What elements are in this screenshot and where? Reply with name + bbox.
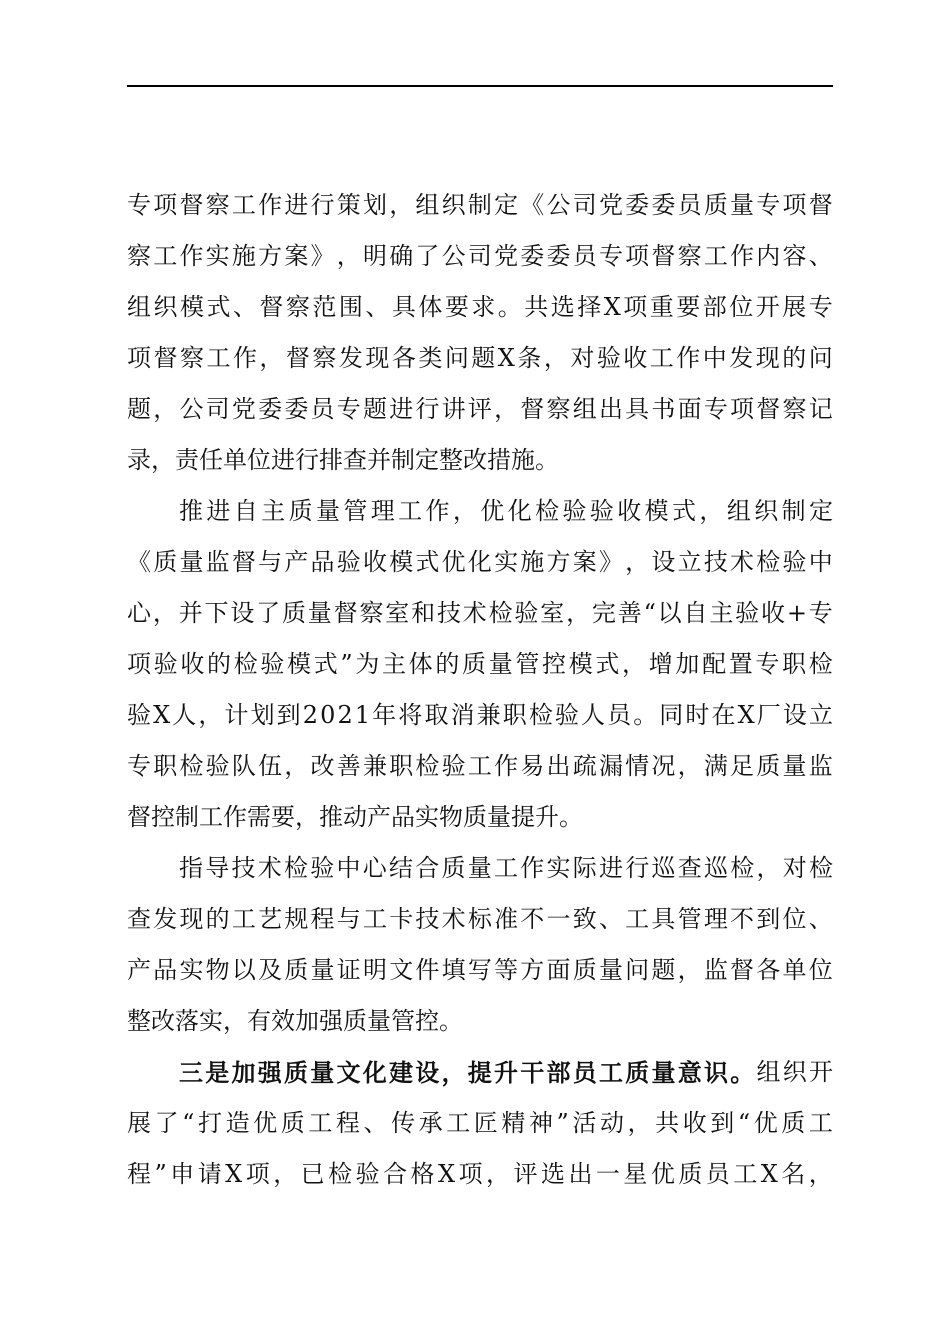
- text-line: 题 ， 公 司 党 委 委 员 专 题 进 行 讲 评 ， 督 察 组 出 具 书 面 专 项 督 察 记: [127, 395, 833, 423]
- text-line: 录，责任单位进行排查并制定整改措施。: [127, 446, 559, 474]
- text-line: 整改落实，有效加强质量管控。: [127, 1007, 463, 1035]
- text-line: 组 织 模 式 、 督 察 范 围 、 具 体 要 求 。 共 选 择 X 项 重 要 部 位 开 展 专: [127, 293, 833, 321]
- text-line: 项 验 收 的 检 验 模 式 ” 为 主 体 的 质 量 管 控 模 式 ， 增 加 配 置 专 职 检: [127, 650, 833, 678]
- text-line: 程 ” 申 请 X 项 ， 已 检 验 合 格 X 项 ， 评 选 出 一 星 优 质 员 工 X 名 ，: [127, 1160, 833, 1188]
- text-line: 产 品 实 物 以 及 质 量 证 明 文 件 填 写 等 方 面 质 量 问 题 ， 监 督 各 单 位: [127, 956, 833, 984]
- document-body: [127, 180, 833, 1200]
- text-line: 《 质 量 监 督 与 产 品 验 收 模 式 优 化 实 施 方 案 》 ， 设 立 技 术 检 验 中: [127, 548, 833, 576]
- text-line: 专 项 督 察 工 作 进 行 策 划 ， 组 织 制 定 《 公 司 党 委 委 员 质 量 专 项 督: [127, 191, 833, 219]
- text-line: 三 是 加 强 质 量 文 化 建 设 ， 提 升 干 部 员 工 质 量 意 识 。 组 织 开: [179, 1058, 833, 1087]
- text-line: 指 导 技 术 检 验 中 心 结 合 质 量 工 作 实 际 进 行 巡 查 巡 检 ， 对 检: [179, 854, 833, 882]
- header-rule: [127, 85, 833, 87]
- text-line: 项 督 察 工 作 ， 督 察 发 现 各 类 问 题 X 条 ， 对 验 收 工 作 中 发 现 的 问: [127, 344, 833, 372]
- text-line: 查 发 现 的 工 艺 规 程 与 工 卡 技 术 标 准 不 一 致 、 工 具 管 理 不 到 位 、: [127, 905, 833, 933]
- text-line: 督控制工作需要，推动产品实物质量提升。: [127, 803, 583, 831]
- text-line: 心 ， 并 下 设 了 质 量 督 察 室 和 技 术 检 验 室 ， 完 善 “ 以 自 主 验 收 + 专: [127, 599, 833, 627]
- text-line: 察 工 作 实 施 方 案 》 ， 明 确 了 公 司 党 委 委 员 专 项 督 察 工 作 内 容 、: [127, 242, 833, 270]
- text-line: 展 了 “ 打 造 优 质 工 程 、 传 承 工 匠 精 神 ” 活 动 ， 共 收 到 “ 优 质 工: [127, 1109, 833, 1137]
- text-line: 验 X 人 ， 计 划 到 2 0 2 1 年 将 取 消 兼 职 检 验 人 员 。 同 时 在 X 厂 设 立: [127, 701, 833, 729]
- text-line: 专 职 检 验 队 伍 ， 改 善 兼 职 检 验 工 作 易 出 疏 漏 情 况 ， 满 足 质 量 监: [127, 752, 833, 780]
- text-line: 推 进 自 主 质 量 管 理 工 作 ， 优 化 检 验 验 收 模 式 ， 组 织 制 定: [179, 497, 833, 525]
